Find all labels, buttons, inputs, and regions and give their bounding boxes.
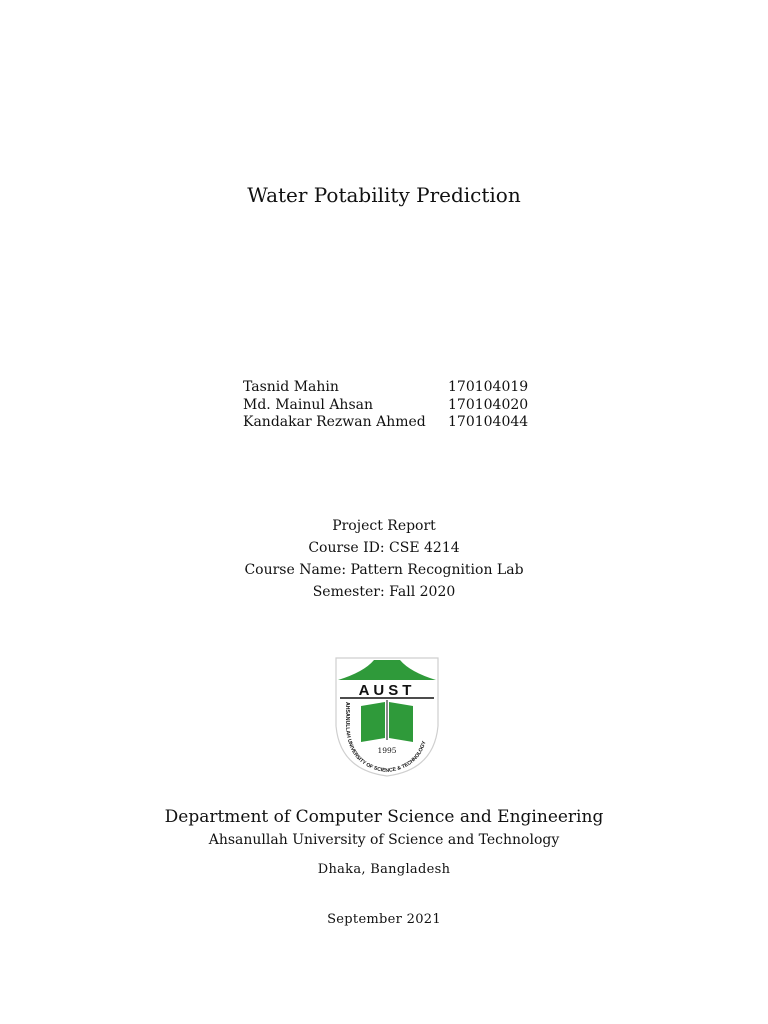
- logo-ring-text: AHSANULLAH UNIVERSITY OF SCIENCE & TECHNOLOGY: [344, 702, 428, 775]
- course-id: Course ID: CSE 4214: [308, 540, 460, 556]
- author-row: [243, 379, 528, 397]
- semester: Semester: Fall 2020: [312, 584, 456, 600]
- author-id: 170104044: [448, 414, 529, 430]
- author-list: [243, 379, 528, 432]
- date: September 2021: [327, 912, 441, 927]
- author-row: [243, 414, 528, 432]
- author-name: Kandakar Rezwan Ahmed: [243, 414, 426, 430]
- location: Dhaka, Bangladesh: [317, 862, 451, 877]
- course-info: [0, 515, 768, 603]
- author-id: 170104019: [448, 379, 529, 395]
- document-title: Water Potability Prediction: [247, 183, 521, 207]
- author-id: 170104020: [448, 396, 529, 413]
- author-name: Md. Mainul Ahsan: [243, 396, 373, 413]
- logo-abbreviation: AUST: [358, 682, 416, 699]
- course-name: Course Name: Pattern Recognition Lab: [244, 562, 524, 578]
- author-row: [243, 397, 528, 415]
- report-type: Project Report: [332, 518, 436, 534]
- department-name: Department of Computer Science and Engineering: [164, 807, 604, 827]
- author-name: Tasnid Mahin: [243, 379, 339, 395]
- logo-year: 1995: [377, 746, 397, 755]
- university-name: Ahsanullah University of Science and Technology: [208, 832, 560, 848]
- university-logo: [334, 656, 440, 777]
